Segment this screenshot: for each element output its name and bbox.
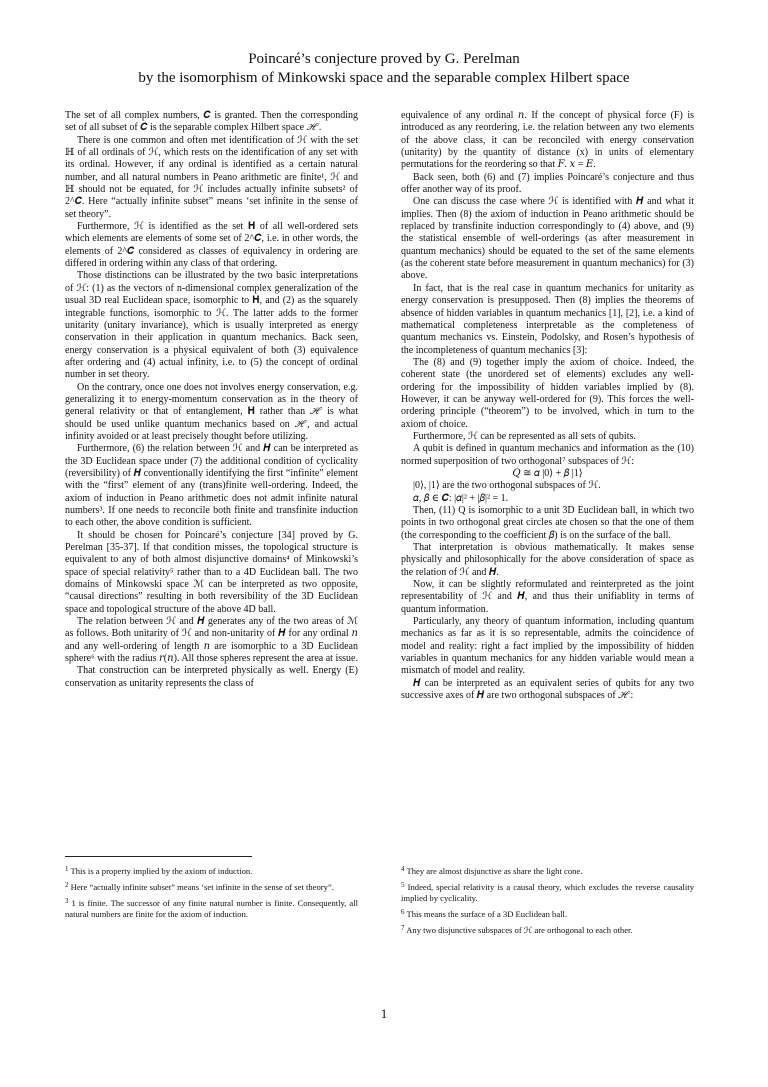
title-line-2: by the isomorphism of Minkowski space and the separable complex Hilbert space	[138, 70, 630, 86]
paragraph: Furthermore, ℋ can be represented as all sets of qubits.	[413, 430, 636, 442]
paragraph: It should be chosen for Poincaré’s conjecture [34] proved by G. Perelman [35-37]. If that condition misses, the topological structure is equivalent to any of both almost disjunctive domains⁴ of Minkowski’s space of special relativity⁵ rather than to a 4D Euclidean ball. The two domains of Minkowski space ℳ can be interpreted as two opposite, “causal directions” resulting in both reversibility of the 3D Euclidean space and topological structure of the above 4D ball.	[65, 529, 358, 615]
footnote: $^1$ This is a property implied by the axiom of induction.	[65, 865, 253, 876]
footnote-divider	[65, 856, 252, 857]
footnote: $^3$ 1 is finite. The successor of any finite natural number is finite. Consequently, all natural numbers are finite for the axiom of induction.	[65, 897, 358, 919]
footnote: $^6$ This means the surface of a 3D Euclidean ball.	[401, 908, 568, 919]
qubit-equation: 𝑄 ≅ 𝛼 |0⟩ + 𝛽 |1⟩	[512, 467, 583, 479]
paragraph: One can discuss the case where ℋ is identified with 𝑯 and what it implies. Then (8) the axiom of induction in Peano arithmetic should be replaced by transfinite induction correspondingly to (4) above, and (9) the statistical ensemble of well-orderings (as after measurement in quantum mechanics) should be equated to the set of the same elements (as the coherent state before measurement in quantum mechanics) for (3) above.	[401, 196, 694, 282]
paragraph: The relation between ℋ and 𝑯 generates any of the two areas of ℳ as follows. Both unitarity of ℋ and non-unitarity of 𝑯 for any ordinal 𝑛 and any well-ordering of length 𝑛 are isomorphic to a 3D Euclidean sphere⁶ with the radius 𝑟(𝑛). All those spheres represent the area at issue.	[65, 616, 358, 665]
footnote: $^5$ Indeed, special relativity is a causal theory, which excludes the reverse causality implied by cyclicality.	[401, 881, 694, 903]
paragraph: The (8) and (9) together imply the axiom of choice. Indeed, the coherent state (the unordered set of elements) excludes any well-ordering for the impossibility of hidden variables implied by (8). However, it can be anyway well-ordered for (9). This forces the well-ordering principle (“theorem”) to be involved, which in turn to the axiom of choice.	[401, 356, 694, 430]
footnote: $^4$ They are almost disjunctive as share the light cone.	[401, 865, 583, 876]
right-column	[401, 110, 694, 703]
paragraph: Furthermore, ℋ is identified as the set 𝐇 of all well-ordered sets which elements are elements of some set of 2^𝑪, i.e. in other words, the elements of 2^𝑪 considered as classes of equivalency in ordering are differed in ordering within any class of that ordering.	[65, 221, 358, 270]
paragraph: In fact, that is the real case in quantum mechanics for unitarity as energy conservation is presupposed. Then (8) implies the theorems of absence of hidden variables in quantum mechanics [1], [2], i.e. a kind of mathematical completeness interpretable as the completeness of quantum mechanics vs. Einstein, Podolsky, and Rosen’s hypothesis of the incompleteness of quantum mechanics [3]:	[401, 282, 694, 356]
title-line-1: Poincaré’s conjecture proved by G. Perelman	[248, 51, 520, 67]
page-number: 1	[380, 1006, 388, 1021]
paragraph: On the contrary, once one does not involves energy conservation, e.g. generalizing it to energy-momentum conservation as in the theory of general relativity or that of entanglement, 𝐇 rather than ℋ is what should be used unlike quantum mechanics based on ℋ, and actual infinity avoided or at least precisely thought before utilizing.	[65, 381, 358, 442]
footnote: $^7$ Any two disjunctive subspaces of ℋ are orthogonal to each other.	[401, 924, 633, 935]
paragraph: Back seen, both (6) and (7) implies Poincaré’s conjecture and thus offer another way of its proof.	[401, 171, 694, 196]
paper-title	[0, 50, 768, 88]
paragraph: Those distinctions can be illustrated by the two basic interpretations of ℋ: (1) as the vectors of n-dimensional complex generalization of the usual 3D real Euclidean space, isomorphic to 𝐇, and (2) as the squarely integrable functions, isomorphic to ℋ. The latter adds to the former unitarity (unitary invariance), which is usually interpreted as energy conservation in their application in quantum mechanics. Back seen, energy conservation is a physical equivalent of both (3) equivalence after ordering and (4) actual infinity, i.e. to (5) the concept of ordinal number in set theory.	[65, 270, 358, 381]
paragraph: Furthermore, (6) the relation between ℋ and 𝑯 can be interpreted as the 3D Euclidean space under (7) the additional condition of cyclicality (reversibility) of 𝑯 conventionally identifying the first “infinite” element with the “first” element of any (trans)finite well-ordering. Indeed, the axiom of induction in Peano arithmetic does not admit infinite natural numbers³. If one needs to reconcile both finite and transfinite induction to each other, the above condition is sufficient.	[65, 443, 358, 529]
paragraph: A qubit is defined in quantum mechanics and information as the (10) normed superposition of two orthogonal⁷ subspaces of ℋ:	[401, 443, 694, 467]
paragraph: Now, it can be slightly reformulated and reinterpreted as the joint representability of ℋ and 𝑯, and thus their unifiablity in terms of quantum information.	[401, 579, 694, 615]
paragraph: That construction can be interpreted physically as well. Energy (E) conservation as unitarity represents the class of	[65, 665, 358, 689]
footnotes-right	[401, 864, 694, 939]
paragraph: |0⟩, |1⟩ are the two orthogonal subspaces of ℋ.	[413, 480, 601, 492]
paragraph: 𝛼, 𝛽 ∈ 𝑪: |𝛼|² + |𝛽|² = 1.	[413, 492, 509, 504]
footnote: $^2$ Here “actually infinite subset” means ‘set infinite in the sense of set theory”.	[65, 881, 334, 892]
paragraph: There is one common and often met identification of ℋ with the set ℍ of all ordinals of ℋ, which rests on the identification of any set with its ordinal. However, if any ordinal is identified as a certain natural number, and all natural numbers in Peano arithmetic are finite¹, ℋ and ℍ should not be equated, for ℋ includes actually infinite subsets² of 2^𝑪. Here “actually infinite subset” means ‘set infinite in the sense of set theory”.	[65, 134, 358, 220]
paragraph: That interpretation is obvious mathematically. It makes sense physically and philosophically for the above consideration of space as the relation of ℋ and 𝑯.	[401, 542, 694, 578]
footnotes-left	[65, 864, 358, 923]
paragraph: 𝑯 can be interpreted as an equivalent series of qubits for any two successive axes of 𝑯 are two orthogonal subspaces of ℋ:	[401, 677, 694, 702]
paragraph: The set of all complex numbers, 𝑪 is granted. Then the corresponding set of all subset of 𝑪 is the separable complex Hilbert space ℋ.	[65, 110, 358, 134]
paragraph: Then, (11) Q is isomorphic to a unit 3D Euclidean ball, in which two points in two orthogonal great circles ate chosen so that the one of them (the corresponding to the coefficient 𝛽) is on the surface of the ball.	[401, 505, 694, 541]
left-column	[65, 110, 358, 690]
paragraph: Particularly, any theory of quantum information, including quantum mechanics as far as it is so representable, admits the coincidence of model and reality: right a fact implied by the impossibility of hidden variables in quantum mechanics for any hidden variable would mean a mismatch of model and reality.	[401, 616, 694, 677]
paragraph: equivalence of any ordinal 𝑛. If the concept of physical force (F) is introduced as any reordering, i.e. the relation between any two elements of the above class, it can be reconciled with energy conservation (unitarity) by the quantity of distance (x) in units of elementary permutations for the reordering so that 𝐹. 𝑥 = 𝐸.	[401, 110, 694, 171]
